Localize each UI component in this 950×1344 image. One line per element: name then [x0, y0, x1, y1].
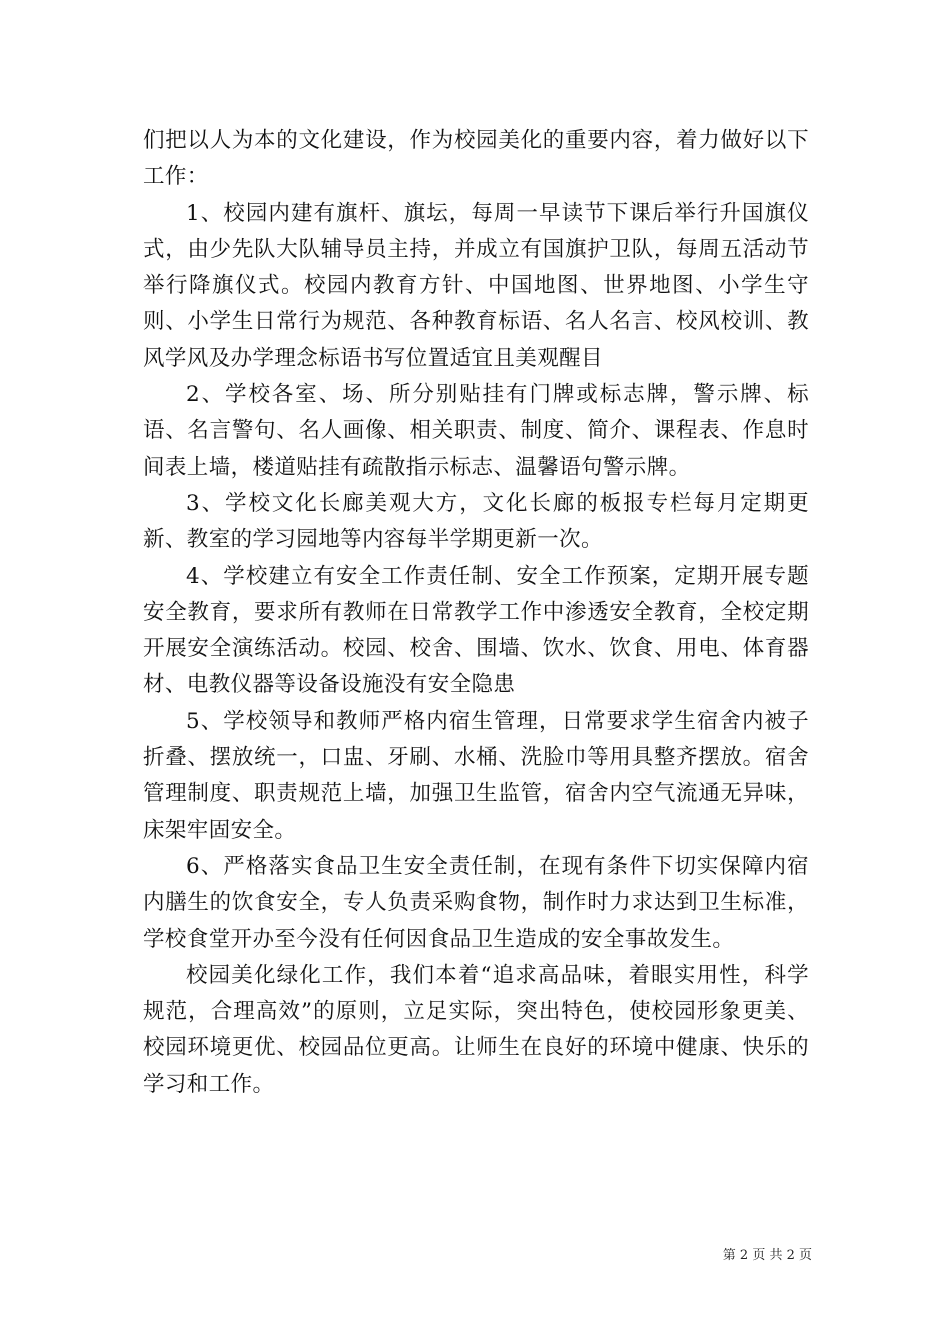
paragraph-item-2: 2、学校各室、场、所分别贴挂有门牌或标志牌，警示牌、标语、名言警句、名人画像、相关职责、制度、简介、课程表、作息时间表上墙，楼道贴挂有疏散指示标志、温馨语句警示牌。: [143, 382, 809, 480]
page-number-footer: 第 2 页 共 2 页: [722, 1248, 812, 1263]
paragraph-conclusion: 校园美化绿化工作，我们本着“追求高品味，着眼实用性，科学规范，合理高效”的原则，立足实际，突出特色，使校园形象更美、校园环境更优、校园品位更高。让师生在良好的环境中健康、快乐的学习和工作。: [143, 962, 809, 1097]
paragraph-item-5: 5、学校领导和教师严格内宿生管理，日常要求学生宿舍内被子折叠、摆放统一，口盅、牙刷、水桶、洗脸巾等用具整齐摆放。宿舍管理制度、职责规范上墙，加强卫生监管，宿舍内空气流通无异味，床架牢固安全。: [143, 708, 809, 843]
paragraph-item-6: 6、严格落实食品卫生安全责任制，在现有条件下切实保障内宿内膳生的饮食安全，专人负责采购食物，制作时力求达到卫生标准，学校食堂开办至今没有任何因食品卫生造成的安全事故发生。: [143, 853, 809, 952]
paragraph-item-1: 1、校园内建有旗杆、旗坛，每周一早读节下课后举行升国旗仪式，由少先队大队辅导员主持，并成立有国旗护卫队，每周五活动节举行降旗仪式。校园内教育方针、中国地图、世界地图、小学生守则、小学生日常行为规范、各种教育标语、名人名言、校风校训、教风学风及办学理念标语书写位置适宜且美观醒目: [143, 200, 809, 371]
paragraph-item-3: 3、学校文化长廊美观大方，文化长廊的板报专栏每月定期更新、教室的学习园地等内容每半学期更新一次。: [143, 490, 809, 553]
paragraph-item-4: 4、学校建立有安全工作责任制、安全工作预案，定期开展专题安全教育，要求所有教师在日常教学工作中渗透安全教育，全校定期开展安全演练活动。校园、校舍、围墙、饮水、饮食、用电、体育器材、电教仪器等设备设施没有安全隐患: [143, 563, 809, 698]
paragraph-continuation: 们把以人为本的文化建设，作为校园美化的重要内容，着力做好以下工作：: [143, 128, 809, 190]
document-body: [143, 123, 809, 1103]
